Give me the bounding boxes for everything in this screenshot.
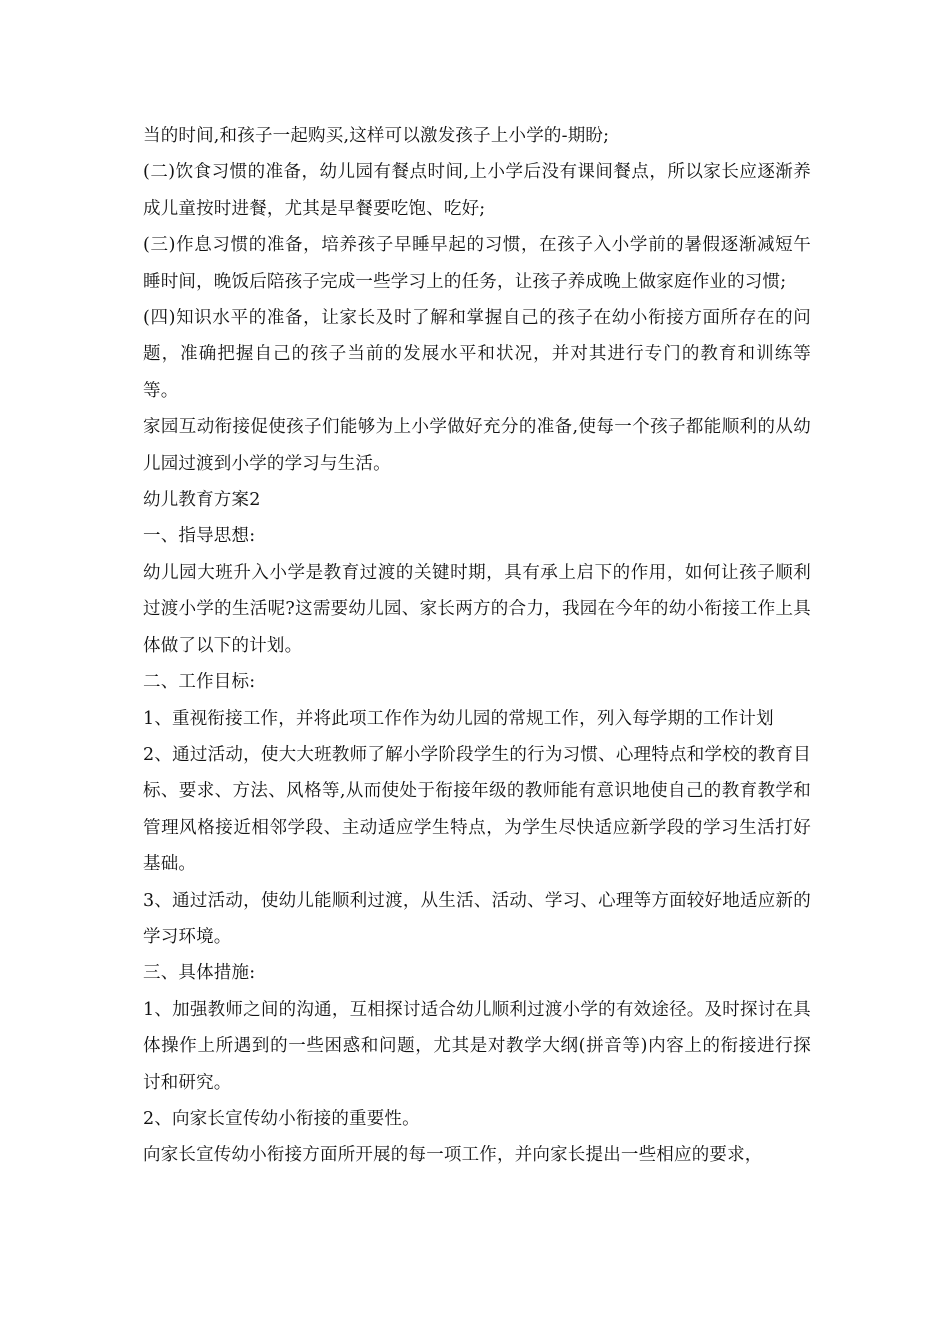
list-item: 1、重视衔接工作，并将此项工作作为幼儿园的常规工作，列入每学期的工作计划 (143, 708, 774, 729)
list-item: 1、加强教师之间的沟通，互相探讨适合幼儿顺利过渡小学的有效途径。及时探讨在具体操作上所遇到的一些困惑和问题，尤其是对教学大纲(拼音等)内容上的衔接进行探讨和研究。 (143, 999, 811, 1093)
section-title: 幼儿教育方案2 (143, 490, 261, 511)
list-item: 3、通过活动，使幼儿能顺利过渡，从生活、活动、学习、心理等方面较好地适应新的学习环境。 (143, 890, 811, 947)
paragraph: 家园互动衔接促使孩子们能够为上小学做好充分的准备,使每一个孩子都能顺利的从幼儿园过渡到小学的学习与生活。 (143, 417, 811, 474)
list-item: 2、通过活动，使大大班教师了解小学阶段学生的行为习惯、心理特点和学校的教育目标、要求、方法、风格等,从而使处于衔接年级的教师能有意识地使自己的教育教学和管理风格接近相邻学段、主动适应学生特点，为学生尽快适应新学段的学习生活打好基础。 (143, 744, 811, 875)
paragraph: 幼儿园大班升入小学是教育过渡的关键时期，具有承上启下的作用，如何让孩子顺利过渡小学的生活呢?这需要幼儿园、家长两方的合力，我园在今年的幼小衔接工作上具体做了以下的计划。 (143, 562, 811, 656)
paragraph: (四)知识水平的准备，让家长及时了解和掌握自己的孩子在幼小衔接方面所存在的问题，准确把握自己的孩子当前的发展水平和状况，并对其进行专门的教育和训练等等。 (143, 308, 811, 401)
paragraph: (三)作息习惯的准备，培养孩子早睡早起的习惯，在孩子入小学前的暑假逐渐减短午睡时间，晚饭后陪孩子完成一些学习上的任务，让孩子养成晚上做家庭作业的习惯; (143, 235, 811, 292)
list-item: 2、向家长宣传幼小衔接的重要性。 (143, 1108, 420, 1129)
section-heading: 一、指导思想: (143, 526, 256, 547)
section-heading: 三、具体措施: (143, 963, 256, 984)
paragraph: (二)饮食习惯的准备，幼儿园有餐点时间,上小学后没有课间餐点，所以家长应逐渐养成儿童按时进餐，尤其是早餐要吃饱、吃好; (143, 162, 811, 219)
paragraph: 向家长宣传幼小衔接方面所开展的每一项工作，并向家长提出一些相应的要求， (143, 1145, 763, 1166)
document-body (143, 118, 811, 1174)
paragraph: 当的时间,和孩子一起购买,这样可以激发孩子上小学的-期盼; (143, 126, 610, 146)
section-heading: 二、工作目标: (143, 672, 256, 693)
